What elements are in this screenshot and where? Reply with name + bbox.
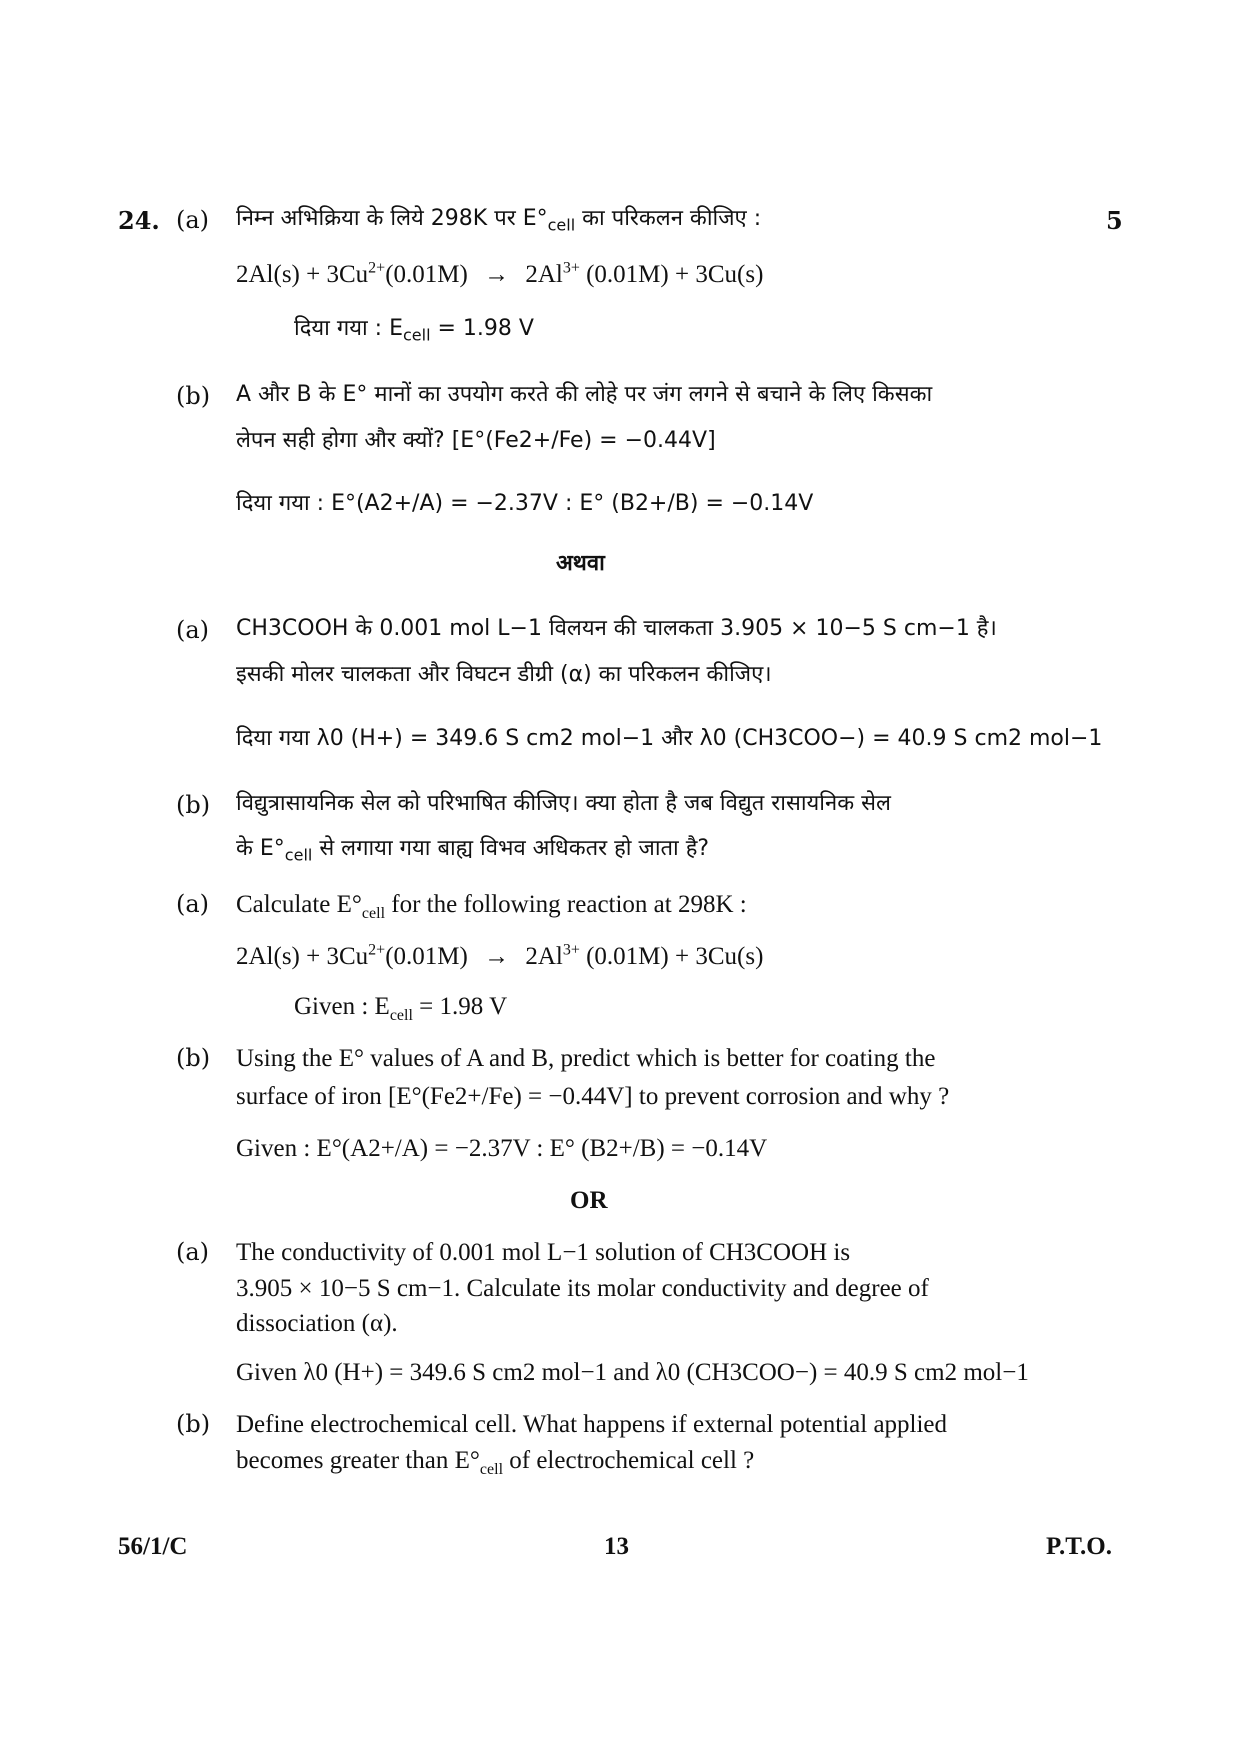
hindi-alt-a-given: दिया गया λ0 (H+) = 349.6 S cm2 mol−1 और λ0 (CH3COO−) = 40.9 S cm2 mol−1	[236, 726, 1103, 751]
hindi-part-b-line2: लेपन सही होगा और क्यों? [E°(Fe2+/Fe) = −0.44V]	[236, 428, 716, 453]
hindi-alt-a-line1: CH3COOH के 0.001 mol L−1 विलयन की चालकता 3.905 × 10−5 S cm−1 है।	[236, 616, 997, 641]
english-part-b-line2: surface of iron [E°(Fe2+/Fe) = −0.44V] to prevent corrosion and why ?	[236, 1083, 950, 1110]
pto-label: P.T.O.	[1046, 1533, 1112, 1560]
english-part-b-line1: Using the E° values of A and B, predict which is better for coating the	[236, 1045, 936, 1072]
page-number: 13	[604, 1533, 629, 1560]
hindi-part-b-line1: A और B के E° मानों का उपयोग करते की लोहे पर जंग लगने से बचाने के लिए किसका	[236, 382, 933, 407]
english-alt-a-label: (a)	[176, 1238, 210, 1266]
question-number: 24.	[118, 206, 160, 235]
hindi-alt-a-label: (a)	[176, 616, 210, 644]
hindi-alt-b-label: (b)	[176, 791, 211, 819]
question-marks: 5	[1106, 206, 1123, 235]
english-alt-b-line2: becomes greater than $E^\circ_{cell}$ of electrochemical cell ?	[236, 1447, 755, 1478]
hindi-alt-a-line2: इसकी मोलर चालकता और विघटन डीग्री (α) का परिकलन कीजिए।	[236, 662, 772, 687]
hindi-or-divider: अथवा	[556, 551, 605, 576]
english-alt-b-line1: Define electrochemical cell. What happens if external potential applied	[236, 1411, 948, 1438]
hindi-part-a-label: (a)	[176, 206, 210, 234]
english-alt-a-line3: dissociation (α).	[236, 1310, 398, 1337]
english-part-a-label: (a)	[176, 890, 210, 918]
hindi-alt-b-line2: के $E^\circ_{cell}$ से लगाया गया बाह्य विभव अधिकतर हो जाता है?	[236, 836, 710, 865]
hindi-equation: $2Al(s) + 3Cu^{2+}(0.01M) \to 2Al^{3+}$ (0.01M) + 3Cu(s)	[236, 259, 764, 288]
hindi-part-b-label: (b)	[176, 382, 211, 410]
hindi-part-a-prompt: निम्न अभिक्रिया के लिये 298K पर $E^\circ_{cell}$ का परिकलन कीजिए :	[236, 206, 762, 235]
english-part-a-prompt: Calculate $E^\circ_{cell}$ for the following reaction at 298K :	[236, 891, 747, 922]
english-part-b-given: Given : E°(A2+/A) = −2.37V : E° (B2+/B) = −0.14V	[236, 1135, 768, 1162]
english-part-a-given: Given : $E_{cell} = 1.98$ V	[294, 993, 508, 1024]
english-alt-a-given: Given λ0 (H+) = 349.6 S cm2 mol−1 and λ0 (CH3COO−) = 40.9 S cm2 mol−1	[236, 1359, 1029, 1386]
english-alt-a-line1: The conductivity of 0.001 mol L−1 solution of CH3COOH is	[236, 1239, 851, 1266]
hindi-part-a-given: दिया गया : $E_{cell} = 1.98$ V	[294, 316, 534, 345]
english-alt-b-label: (b)	[176, 1410, 211, 1438]
english-or-divider: OR	[570, 1187, 608, 1214]
english-part-b-label: (b)	[176, 1044, 211, 1072]
hindi-part-b-given: दिया गया : E°(A2+/A) = −2.37V : E° (B2+/B) = −0.14V	[236, 491, 814, 516]
english-equation: $2Al(s) + 3Cu^{2+}(0.01M) \to 2Al^{3+}$ (0.01M) + 3Cu(s)	[236, 941, 764, 970]
hindi-alt-b-line1: विद्युत्रासायनिक सेल को परिभाषित कीजिए। क्या होता है जब विद्युत रासायनिक सेल	[236, 791, 891, 816]
english-alt-a-line2: 3.905 × 10−5 S cm−1. Calculate its molar conductivity and degree of	[236, 1275, 929, 1302]
paper-code: 56/1/C	[118, 1533, 188, 1560]
